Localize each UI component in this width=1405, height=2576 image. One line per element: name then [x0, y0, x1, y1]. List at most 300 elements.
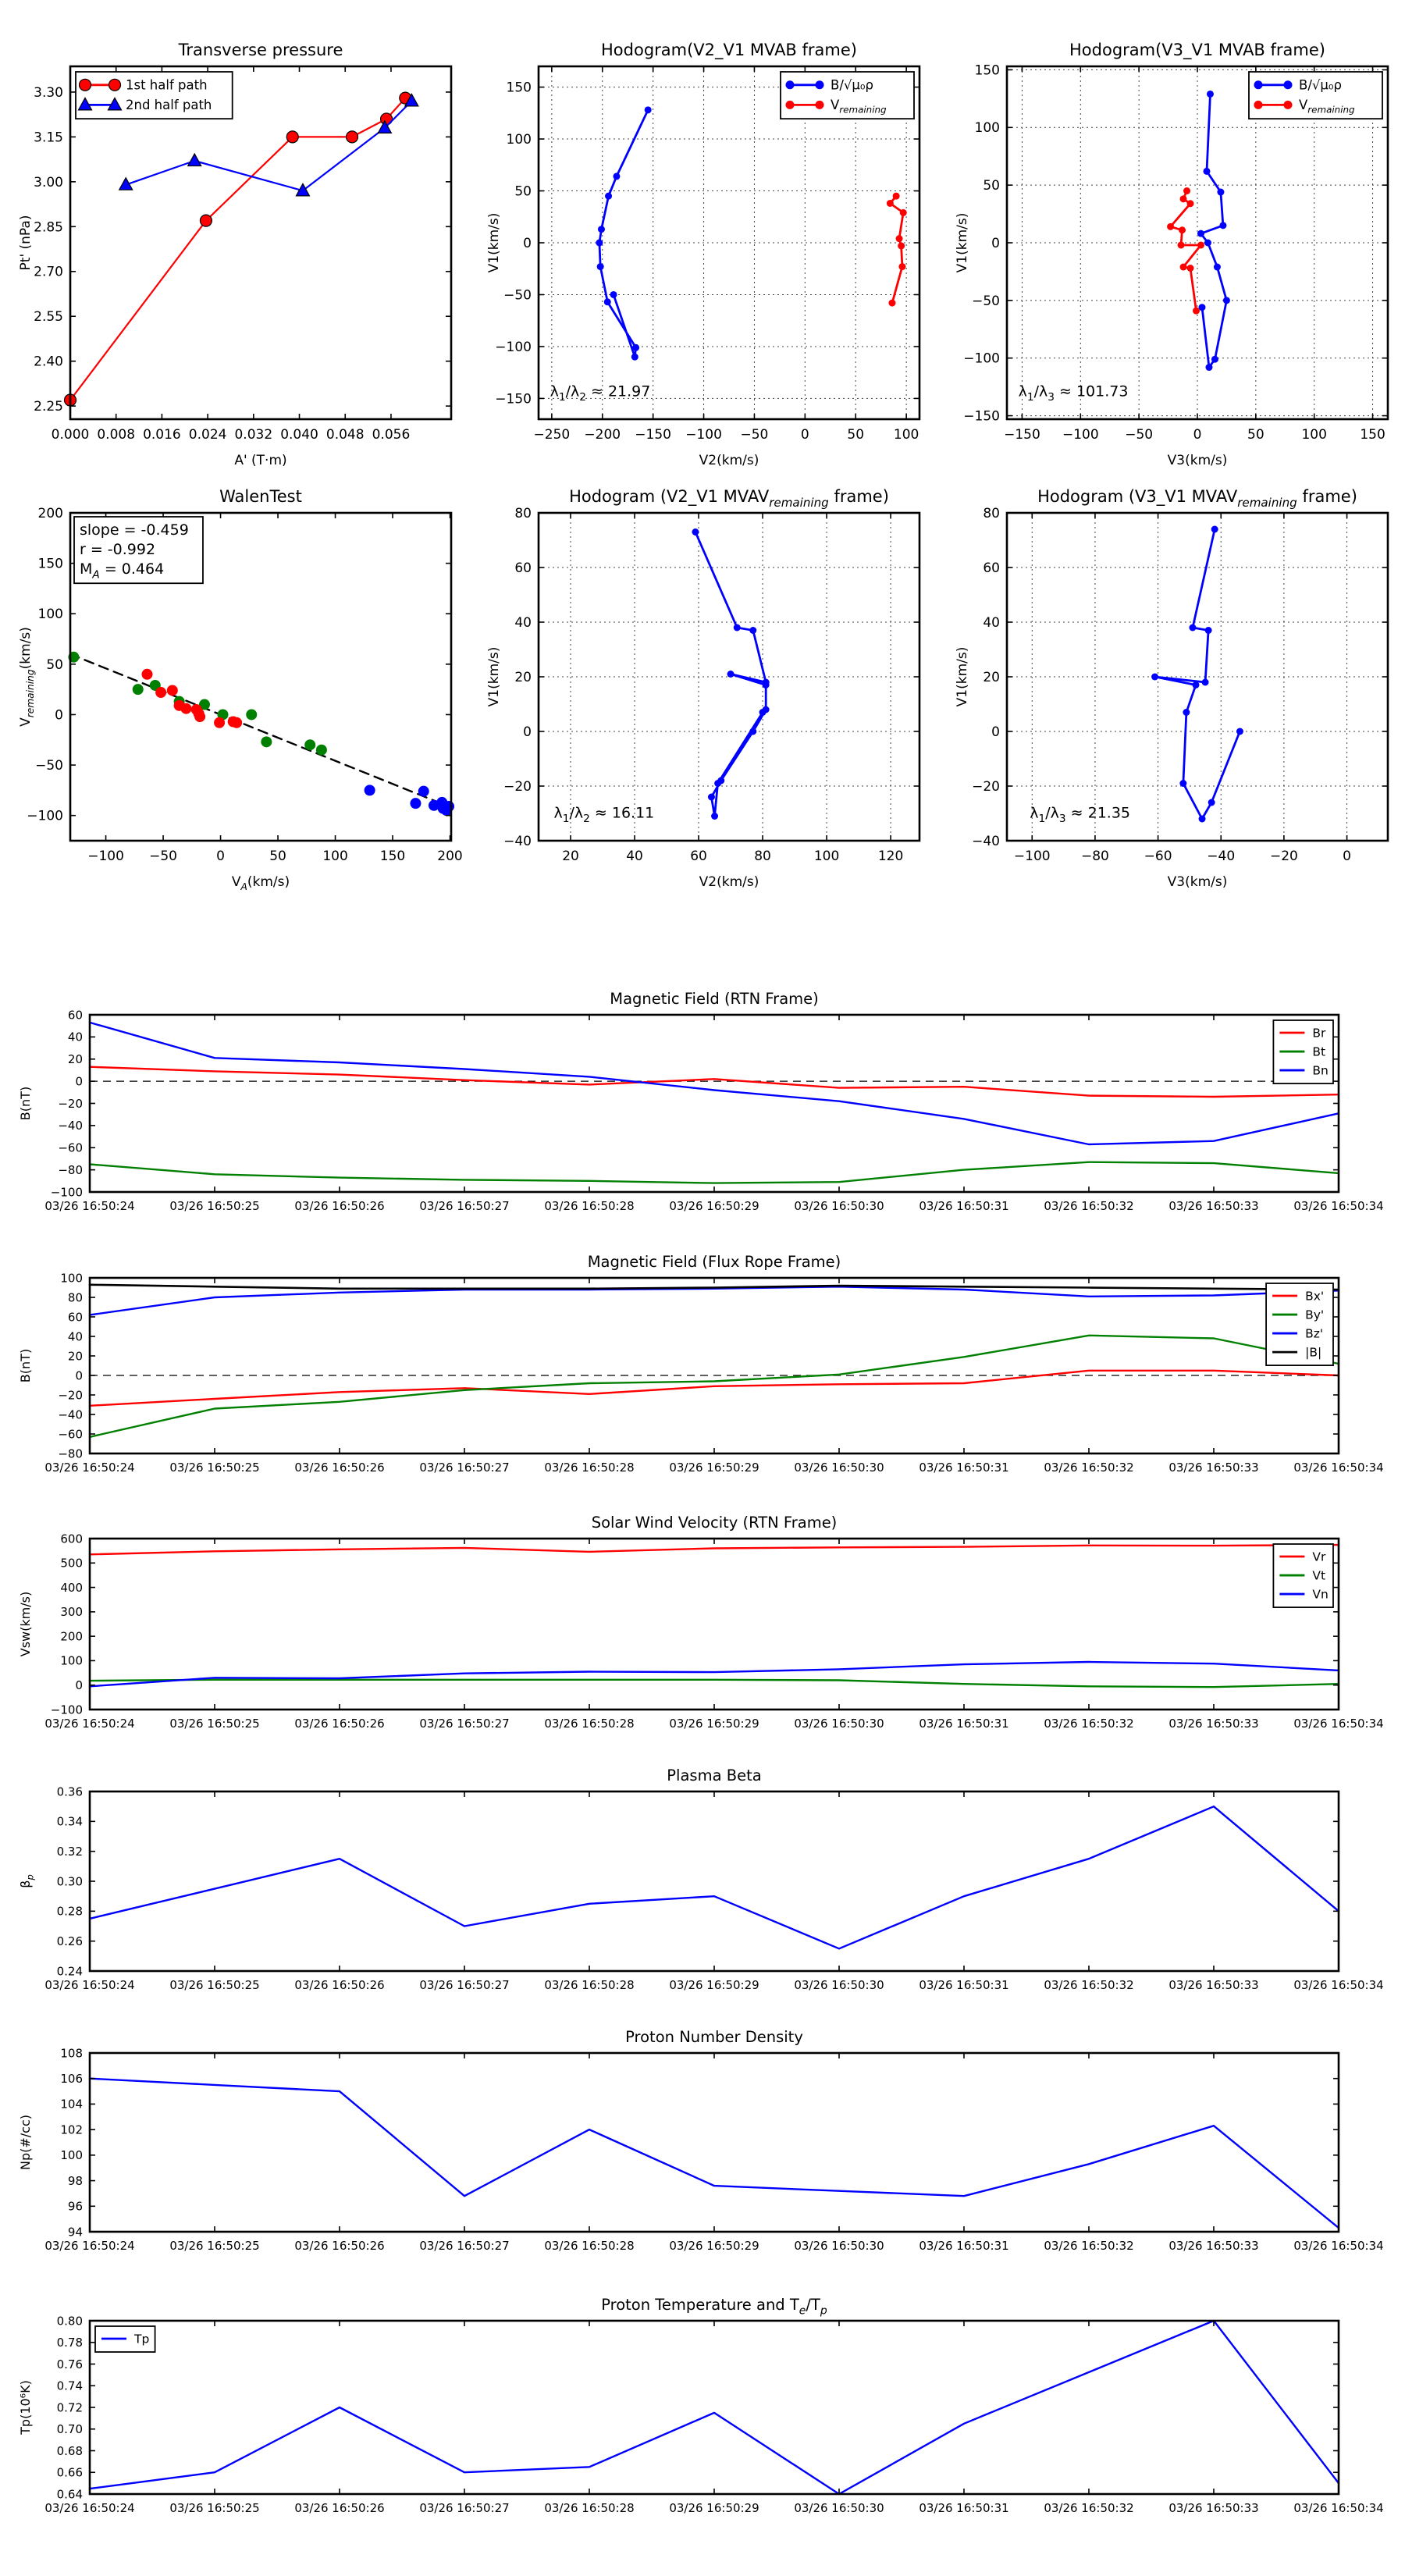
svg-text:50: 50 — [983, 178, 1000, 194]
svg-text:−100: −100 — [963, 350, 1000, 367]
svg-text:−60: −60 — [1144, 849, 1172, 864]
svg-text:0: 0 — [75, 1074, 83, 1089]
svg-text:200: 200 — [60, 1629, 83, 1644]
axes-frame — [90, 1791, 1339, 1971]
svg-text:−50: −50 — [1125, 427, 1154, 443]
svg-text:0: 0 — [523, 724, 532, 740]
svg-text:100: 100 — [322, 849, 348, 864]
chart-title: WalenTest — [219, 487, 302, 506]
svg-text:2nd half path: 2nd half path — [126, 98, 212, 113]
svg-text:−100: −100 — [27, 808, 63, 824]
svg-text:03/26 16:50:28: 03/26 16:50:28 — [544, 1461, 635, 1475]
y-axis-label: V1(km/s) — [955, 646, 970, 707]
series-1st-half-path — [65, 92, 411, 406]
chart-proton-number-density — [16, 2006, 1397, 2268]
x-ticks — [44, 2053, 1383, 2253]
chart-title: Solar Wind Velocity (RTN Frame) — [591, 1514, 838, 1532]
svg-text:150: 150 — [37, 556, 63, 572]
annotation: $\lambda_1/\lambda_3 \approx 21.35$ — [1030, 804, 1131, 825]
svg-text:03/26 16:50:26: 03/26 16:50:26 — [294, 2501, 385, 2515]
y-axis-label: Vsw(km/s) — [18, 1591, 33, 1657]
svg-text:0.34: 0.34 — [56, 1814, 83, 1829]
svg-text:100: 100 — [506, 132, 532, 148]
svg-text:−150: −150 — [495, 391, 532, 407]
svg-text:100: 100 — [974, 120, 1000, 137]
y-axis-label: Np(#/cc) — [18, 2115, 33, 2170]
svg-text:20: 20 — [983, 669, 1000, 685]
series-np — [90, 2079, 1339, 2228]
svg-text:0.040: 0.040 — [280, 427, 318, 443]
svg-text:40: 40 — [514, 614, 532, 631]
svg-text:0: 0 — [75, 1678, 83, 1692]
svg-text:03/26 16:50:25: 03/26 16:50:25 — [169, 1978, 260, 1992]
svg-text:0.32: 0.32 — [56, 1844, 83, 1859]
svg-text:−50: −50 — [972, 293, 1000, 309]
svg-text:0.76: 0.76 — [56, 2357, 83, 2371]
chart-title: Proton Number Density — [625, 2028, 803, 2046]
svg-text:−100: −100 — [1062, 427, 1099, 443]
svg-text:03/26 16:50:32: 03/26 16:50:32 — [1044, 1461, 1134, 1475]
svg-text:50: 50 — [1247, 427, 1264, 443]
x-axis-label: $V_A(km/s)$ — [231, 874, 290, 892]
svg-text:03/26 16:50:29: 03/26 16:50:29 — [669, 2501, 759, 2515]
svg-text:104: 104 — [60, 2097, 83, 2112]
svg-text:03/26 16:50:30: 03/26 16:50:30 — [794, 1199, 884, 1213]
svg-text:03/26 16:50:26: 03/26 16:50:26 — [294, 1461, 385, 1475]
svg-text:−100: −100 — [495, 339, 532, 355]
svg-text:−80: −80 — [58, 1162, 83, 1177]
svg-text:300: 300 — [60, 1605, 83, 1620]
svg-text:−150: −150 — [1004, 427, 1040, 443]
svg-text:0: 0 — [1193, 427, 1202, 443]
svg-text:Vr: Vr — [1312, 1550, 1326, 1564]
svg-text:80: 80 — [754, 849, 771, 864]
legend — [781, 72, 914, 119]
svg-text:03/26 16:50:24: 03/26 16:50:24 — [44, 2501, 135, 2515]
svg-text:03/26 16:50:24: 03/26 16:50:24 — [44, 2239, 135, 2253]
svg-text:03/26 16:50:34: 03/26 16:50:34 — [1293, 1717, 1384, 1731]
svg-text:−50: −50 — [149, 849, 178, 864]
svg-text:By': By' — [1305, 1308, 1325, 1322]
chart-hodogram-v2v1-mvab — [484, 16, 941, 472]
svg-text:03/26 16:50:30: 03/26 16:50:30 — [794, 1978, 884, 1992]
y-axis-label: $V_{remaining}(km/s)$ — [18, 627, 36, 727]
chart-title: Magnetic Field (RTN Frame) — [610, 990, 819, 1008]
svg-text:0.72: 0.72 — [56, 2400, 83, 2415]
axes-frame — [90, 1278, 1339, 1453]
svg-text:0: 0 — [216, 849, 225, 864]
svg-text:100: 100 — [60, 2148, 83, 2163]
svg-text:108: 108 — [60, 2046, 83, 2061]
series-vn — [90, 1662, 1339, 1686]
svg-text:03/26 16:50:32: 03/26 16:50:32 — [1044, 1199, 1134, 1213]
svg-text:0.66: 0.66 — [56, 2465, 83, 2480]
svg-text:Bx': Bx' — [1305, 1289, 1325, 1304]
svg-text:03/26 16:50:28: 03/26 16:50:28 — [544, 2501, 635, 2515]
svg-text:03/26 16:50:34: 03/26 16:50:34 — [1293, 2239, 1384, 2253]
stats-box — [74, 517, 203, 583]
svg-text:03/26 16:50:32: 03/26 16:50:32 — [1044, 1717, 1134, 1731]
svg-text:03/26 16:50:28: 03/26 16:50:28 — [544, 1199, 635, 1213]
y-axis-label: Tp(10⁶K) — [18, 2380, 33, 2435]
chart-title: Transverse pressure — [178, 41, 343, 59]
svg-text:60: 60 — [67, 1310, 83, 1325]
svg-text:150: 150 — [379, 849, 406, 864]
x-ticks — [44, 1539, 1383, 1731]
annotation: $\lambda_1/\lambda_2 \approx 21.97$ — [550, 382, 651, 404]
annotation: $\lambda_1/\lambda_2 \approx 16.11$ — [553, 804, 655, 825]
svg-text:−40: −40 — [972, 833, 1000, 849]
svg-text:r = -0.992: r = -0.992 — [80, 541, 156, 559]
svg-text:03/26 16:50:32: 03/26 16:50:32 — [1044, 2501, 1134, 2515]
svg-text:40: 40 — [626, 849, 643, 864]
series-green-points — [68, 652, 326, 756]
series-betap — [90, 1806, 1339, 1948]
chart-hodogram-v3v1-mvab — [952, 16, 1405, 472]
svg-text:03/26 16:50:28: 03/26 16:50:28 — [544, 2239, 635, 2253]
svg-text:50: 50 — [847, 427, 865, 443]
svg-text:0.70: 0.70 — [56, 2422, 83, 2436]
svg-text:102: 102 — [60, 2122, 83, 2137]
svg-text:03/26 16:50:26: 03/26 16:50:26 — [294, 1199, 385, 1213]
series-vremaining — [887, 193, 907, 307]
chart-title: Hodogram(V2_V1 MVAB frame) — [601, 41, 857, 59]
svg-text:−60: −60 — [58, 1427, 83, 1442]
y-ticks — [972, 506, 1388, 849]
svg-text:03/26 16:50:29: 03/26 16:50:29 — [669, 1717, 759, 1731]
svg-text:−100: −100 — [50, 1703, 83, 1717]
svg-text:150: 150 — [1360, 427, 1385, 443]
series-red-points — [141, 669, 242, 728]
svg-text:03/26 16:50:33: 03/26 16:50:33 — [1168, 1199, 1259, 1213]
svg-text:50: 50 — [46, 656, 63, 673]
svg-text:120: 120 — [877, 849, 904, 864]
svg-text:03/26 16:50:27: 03/26 16:50:27 — [419, 2501, 510, 2515]
svg-text:0: 0 — [1343, 849, 1351, 864]
svg-text:Vremaining: $V_{remaining}$ — [1299, 98, 1355, 116]
chart-proton-temperature — [16, 2274, 1397, 2539]
chart-walen-test — [16, 462, 472, 899]
series-blue-points — [365, 785, 454, 816]
svg-text:03/26 16:50:30: 03/26 16:50:30 — [794, 2501, 884, 2515]
svg-text:−200: −200 — [584, 427, 621, 443]
x-axis-label: V3(km/s) — [1167, 453, 1228, 468]
svg-text:Br: Br — [1312, 1026, 1326, 1041]
svg-text:20: 20 — [67, 1349, 83, 1364]
svg-text:−100: −100 — [1013, 849, 1051, 864]
series-vremaining — [1167, 187, 1204, 315]
y-ticks — [58, 1271, 1339, 1461]
svg-text:0: 0 — [800, 427, 809, 443]
y-ticks — [51, 1008, 1339, 1199]
svg-text:400: 400 — [60, 1580, 83, 1595]
x-ticks — [44, 1791, 1383, 1992]
svg-text:−150: −150 — [635, 427, 672, 443]
svg-text:1st half path: 1st half path — [126, 77, 208, 93]
svg-text:03/26 16:50:29: 03/26 16:50:29 — [669, 2239, 759, 2253]
legend — [1249, 72, 1382, 119]
svg-text:03/26 16:50:26: 03/26 16:50:26 — [294, 2239, 385, 2253]
series-vt — [90, 1680, 1339, 1687]
svg-text:Bt: Bt — [1312, 1044, 1326, 1059]
svg-text:0.024: 0.024 — [188, 427, 227, 443]
chart-title: Magnetic Field (Flux Rope Frame) — [587, 1253, 841, 1271]
svg-text:03/26 16:50:27: 03/26 16:50:27 — [419, 1978, 510, 1992]
y-ticks — [51, 1532, 1339, 1717]
svg-text:0.80: 0.80 — [56, 2314, 83, 2329]
svg-text:0.000: 0.000 — [51, 427, 90, 443]
svg-text:−100: −100 — [87, 849, 124, 864]
chart-title: Hodogram (V3_V1 $MVAV_{remaining}$ frame) — [1037, 487, 1357, 510]
svg-text:slope = -0.459: slope = -0.459 — [80, 521, 189, 539]
axes-frame — [90, 2053, 1339, 2232]
svg-text:0.36: 0.36 — [56, 1784, 83, 1799]
svg-text:03/26 16:50:33: 03/26 16:50:33 — [1168, 1717, 1259, 1731]
svg-text:200: 200 — [437, 849, 463, 864]
x-ticks — [44, 1278, 1383, 1475]
svg-text:−40: −40 — [58, 1407, 83, 1422]
svg-text:−40: −40 — [503, 833, 532, 849]
svg-text:100: 100 — [1301, 427, 1327, 443]
svg-text:Vn: Vn — [1312, 1587, 1329, 1602]
svg-text:03/26 16:50:24: 03/26 16:50:24 — [44, 1717, 135, 1731]
svg-text:03/26 16:50:27: 03/26 16:50:27 — [419, 1199, 510, 1213]
svg-text:03/26 16:50:31: 03/26 16:50:31 — [919, 2239, 1009, 2253]
svg-text:03/26 16:50:31: 03/26 16:50:31 — [919, 1461, 1009, 1475]
series-bn — [90, 1023, 1339, 1144]
svg-text:MA = 0.464: $M_A = 0.464$ — [80, 560, 165, 582]
svg-text:03/26 16:50:28: 03/26 16:50:28 — [544, 1717, 635, 1731]
chart-magnetic-field-rtn — [16, 968, 1397, 1227]
svg-text:80: 80 — [983, 505, 1000, 521]
svg-text:03/26 16:50:32: 03/26 16:50:32 — [1044, 2239, 1134, 2253]
svg-text:600: 600 — [60, 1532, 83, 1546]
svg-text:0: 0 — [991, 724, 1000, 740]
svg-text:2.25: 2.25 — [34, 399, 63, 415]
svg-text:500: 500 — [60, 1556, 83, 1571]
chart-magnetic-field-flux-rope — [16, 1231, 1397, 1490]
svg-text:03/26 16:50:25: 03/26 16:50:25 — [169, 1717, 260, 1731]
svg-text:2.85: 2.85 — [34, 219, 63, 236]
series-v-hodogram — [1151, 526, 1243, 823]
svg-text:0: 0 — [991, 235, 1000, 251]
svg-text:03/26 16:50:31: 03/26 16:50:31 — [919, 1978, 1009, 1992]
svg-text:106: 106 — [60, 2071, 83, 2086]
svg-text:100: 100 — [813, 849, 840, 864]
x-ticks — [52, 66, 411, 443]
chart-plasma-beta — [16, 1745, 1397, 2006]
svg-text:03/26 16:50:34: 03/26 16:50:34 — [1293, 1461, 1384, 1475]
svg-text:−80: −80 — [1080, 849, 1109, 864]
svg-text:03/26 16:50:27: 03/26 16:50:27 — [419, 1717, 510, 1731]
svg-text:−80: −80 — [58, 1446, 83, 1461]
svg-text:03/26 16:50:29: 03/26 16:50:29 — [669, 1199, 759, 1213]
svg-text:2.55: 2.55 — [34, 309, 63, 326]
svg-text:03/26 16:50:26: 03/26 16:50:26 — [294, 1978, 385, 1992]
svg-text:150: 150 — [974, 62, 1000, 79]
x-ticks — [44, 2321, 1383, 2515]
svg-text:Tp: Tp — [134, 2332, 150, 2347]
svg-text:0.30: 0.30 — [56, 1874, 83, 1889]
chart-hodogram-v2v1-mvav — [484, 462, 941, 899]
svg-text:03/26 16:50:33: 03/26 16:50:33 — [1168, 1978, 1259, 1992]
svg-text:−60: −60 — [58, 1140, 83, 1155]
svg-text:|B|: |B| — [1305, 1345, 1322, 1360]
x-axis-label: V2(km/s) — [699, 453, 759, 468]
x-ticks — [1014, 513, 1351, 864]
svg-text:0.032: 0.032 — [234, 427, 273, 443]
svg-text:0.24: 0.24 — [56, 1964, 83, 1979]
svg-text:100: 100 — [37, 607, 63, 623]
svg-text:−150: −150 — [963, 408, 1000, 425]
svg-text:200: 200 — [37, 505, 63, 521]
svg-text:150: 150 — [506, 80, 532, 96]
annotation: $\lambda_1/\lambda_3 \approx 101.73$ — [1018, 382, 1129, 404]
y-ticks — [57, 2314, 1339, 2501]
svg-text:0.26: 0.26 — [56, 1934, 83, 1948]
svg-text:03/26 16:50:31: 03/26 16:50:31 — [919, 1717, 1009, 1731]
svg-text:100: 100 — [893, 427, 919, 443]
svg-text:B/√μ₀ρ: B/√μ₀ρ — [831, 77, 873, 93]
svg-text:50: 50 — [269, 849, 286, 864]
series-vr — [90, 1545, 1339, 1554]
svg-text:−20: −20 — [58, 1388, 83, 1403]
svg-text:03/26 16:50:27: 03/26 16:50:27 — [419, 2239, 510, 2253]
svg-text:2.40: 2.40 — [34, 354, 63, 370]
svg-text:20: 20 — [562, 849, 579, 864]
svg-text:98: 98 — [67, 2173, 83, 2188]
svg-text:3.30: 3.30 — [34, 84, 63, 101]
y-axis-label: V1(km/s) — [486, 646, 502, 707]
svg-text:0.64: 0.64 — [56, 2487, 83, 2502]
series-br — [90, 1067, 1339, 1097]
svg-text:0.78: 0.78 — [56, 2336, 83, 2350]
svg-text:03/26 16:50:25: 03/26 16:50:25 — [169, 2239, 260, 2253]
legend — [76, 72, 233, 119]
svg-text:03/26 16:50:34: 03/26 16:50:34 — [1293, 1978, 1384, 1992]
svg-text:03/26 16:50:26: 03/26 16:50:26 — [294, 1717, 385, 1731]
svg-text:20: 20 — [67, 1052, 83, 1066]
svg-text:−40: −40 — [58, 1119, 83, 1133]
svg-text:−20: −20 — [1269, 849, 1298, 864]
svg-text:−20: −20 — [58, 1096, 83, 1111]
chart-solar-wind-velocity — [16, 1492, 1397, 1749]
svg-text:03/26 16:50:24: 03/26 16:50:24 — [44, 1199, 135, 1213]
legend — [1266, 1283, 1333, 1365]
axes-frame — [90, 1015, 1339, 1192]
svg-text:20: 20 — [514, 669, 532, 685]
svg-text:03/26 16:50:30: 03/26 16:50:30 — [794, 2239, 884, 2253]
svg-text:03/26 16:50:34: 03/26 16:50:34 — [1293, 1199, 1384, 1213]
series-fit-line — [70, 654, 451, 808]
svg-text:03/26 16:50:30: 03/26 16:50:30 — [794, 1717, 884, 1731]
series-tp — [90, 2321, 1339, 2494]
svg-text:0: 0 — [55, 707, 63, 724]
svg-text:−50: −50 — [740, 427, 769, 443]
series-bz' — [90, 1286, 1339, 1315]
legend — [95, 2326, 155, 2352]
svg-text:Vremaining: $V_{remaining}$ — [831, 98, 887, 116]
svg-text:03/26 16:50:34: 03/26 16:50:34 — [1293, 2501, 1384, 2515]
svg-text:03/26 16:50:24: 03/26 16:50:24 — [44, 1461, 135, 1475]
svg-text:−100: −100 — [685, 427, 722, 443]
chart-transverse-pressure — [16, 16, 472, 472]
svg-text:40: 40 — [67, 1030, 83, 1044]
svg-text:−250: −250 — [533, 427, 571, 443]
chart-title: Hodogram (V2_V1 $MVAV_{remaining}$ frame) — [569, 487, 889, 510]
svg-text:100: 100 — [60, 1653, 83, 1668]
chart-title: Plasma Beta — [667, 1767, 762, 1784]
y-ticks — [60, 2046, 1339, 2239]
svg-text:Vt: Vt — [1312, 1568, 1326, 1583]
svg-text:0: 0 — [523, 235, 532, 251]
svg-text:03/26 16:50:32: 03/26 16:50:32 — [1044, 1978, 1134, 1992]
svg-text:03/26 16:50:27: 03/26 16:50:27 — [419, 1461, 510, 1475]
axes-frame — [90, 1539, 1339, 1710]
svg-text:Bz': Bz' — [1305, 1326, 1324, 1341]
svg-text:0.056: 0.056 — [372, 427, 411, 443]
chart-title: Hodogram(V3_V1 MVAB frame) — [1069, 41, 1325, 59]
svg-text:−20: −20 — [503, 778, 532, 795]
svg-text:03/26 16:50:25: 03/26 16:50:25 — [169, 1461, 260, 1475]
svg-text:03/26 16:50:33: 03/26 16:50:33 — [1168, 2501, 1259, 2515]
svg-text:0.68: 0.68 — [56, 2443, 83, 2458]
svg-text:−50: −50 — [35, 758, 63, 774]
series-b- — [1197, 91, 1230, 371]
svg-text:0.74: 0.74 — [56, 2379, 83, 2393]
svg-text:03/26 16:50:29: 03/26 16:50:29 — [669, 1978, 759, 1992]
svg-text:40: 40 — [983, 614, 1000, 631]
svg-text:0.28: 0.28 — [56, 1904, 83, 1919]
svg-text:96: 96 — [67, 2199, 83, 2214]
svg-text:−40: −40 — [1207, 849, 1236, 864]
svg-text:0.016: 0.016 — [143, 427, 181, 443]
svg-text:03/26 16:50:25: 03/26 16:50:25 — [169, 1199, 260, 1213]
svg-text:0.008: 0.008 — [97, 427, 136, 443]
svg-text:03/26 16:50:31: 03/26 16:50:31 — [919, 1199, 1009, 1213]
svg-text:50: 50 — [514, 183, 532, 200]
svg-text:3.15: 3.15 — [34, 130, 63, 146]
y-axis-label: V1(km/s) — [955, 212, 970, 273]
legend — [1273, 1544, 1333, 1607]
svg-text:40: 40 — [67, 1329, 83, 1344]
y-axis-label: V1(km/s) — [486, 212, 502, 273]
svg-text:03/26 16:50:31: 03/26 16:50:31 — [919, 2501, 1009, 2515]
y-axis-label: B(nT) — [18, 1348, 33, 1383]
svg-text:−50: −50 — [503, 287, 532, 304]
x-axis-label: A' (T·m) — [234, 453, 287, 468]
svg-text:03/26 16:50:33: 03/26 16:50:33 — [1168, 2239, 1259, 2253]
svg-text:Bn: Bn — [1312, 1063, 1329, 1078]
svg-text:2.70: 2.70 — [34, 264, 63, 280]
svg-text:60: 60 — [67, 1008, 83, 1023]
svg-text:80: 80 — [67, 1290, 83, 1305]
svg-text:03/26 16:50:25: 03/26 16:50:25 — [169, 2501, 260, 2515]
series-v-hodogram — [692, 528, 769, 820]
svg-text:03/26 16:50:24: 03/26 16:50:24 — [44, 1978, 135, 1992]
svg-text:03/26 16:50:30: 03/26 16:50:30 — [794, 1461, 884, 1475]
svg-text:60: 60 — [983, 560, 1000, 576]
chart-title: Proton Temperature and $T_e/T_p$ — [601, 2296, 827, 2318]
y-axis-label: Pt' (nPa) — [18, 215, 34, 271]
series-b- — [596, 106, 651, 360]
svg-text:0.048: 0.048 — [325, 427, 365, 443]
svg-text:−20: −20 — [972, 778, 1000, 795]
series-bt — [90, 1162, 1339, 1183]
svg-text:B/√μ₀ρ: B/√μ₀ρ — [1299, 77, 1342, 93]
svg-text:0: 0 — [75, 1368, 83, 1383]
svg-text:60: 60 — [514, 560, 532, 576]
